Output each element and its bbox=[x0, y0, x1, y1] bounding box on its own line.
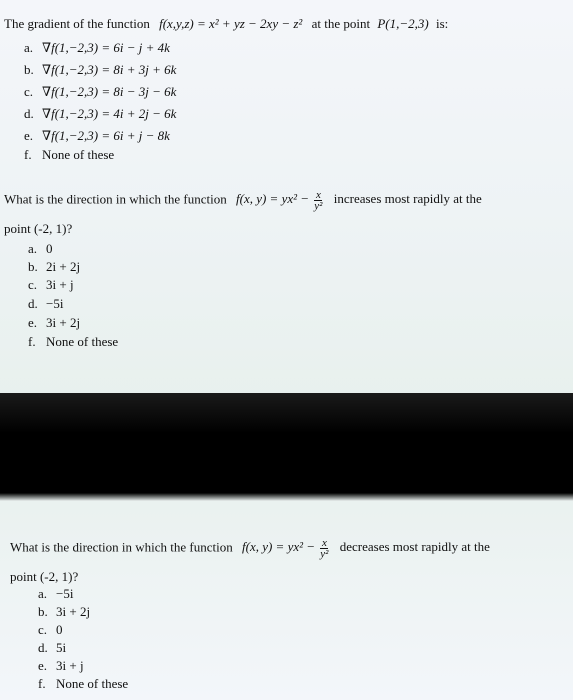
question-3-stem-line2: point (-2, 1)? bbox=[10, 569, 79, 584]
option-text: −5i bbox=[56, 586, 74, 601]
question-2-stem-line2: point (-2, 1)? bbox=[4, 221, 73, 236]
option-text: ∇f(1,−2,3) = 6i + j − 8k bbox=[42, 128, 170, 143]
option-label: c. bbox=[28, 277, 38, 292]
option-text: 0 bbox=[46, 241, 53, 256]
option-text: −5i bbox=[46, 296, 64, 311]
fraction-numerator: x bbox=[321, 537, 327, 549]
fraction-denominator: y² bbox=[314, 200, 323, 212]
option-label: b. bbox=[38, 604, 48, 619]
fraction-numerator: x bbox=[315, 189, 321, 201]
option-e[interactable] bbox=[38, 658, 84, 674]
option-text: ∇f(1,−2,3) = 6i − j + 4k bbox=[42, 40, 170, 55]
function-expression: f(x, y) = yx² − bbox=[242, 539, 316, 555]
option-text: ∇f(1,−2,3) = 8i − 3j − 6k bbox=[42, 84, 177, 99]
option-label: e. bbox=[38, 658, 48, 673]
option-e[interactable] bbox=[24, 128, 170, 144]
option-d[interactable] bbox=[28, 296, 63, 312]
option-c[interactable] bbox=[38, 622, 63, 638]
point-label: P(1,−2,3) bbox=[377, 16, 429, 31]
option-label: a. bbox=[24, 40, 34, 55]
option-b[interactable] bbox=[24, 62, 176, 78]
option-a[interactable] bbox=[38, 586, 73, 602]
option-label: e. bbox=[24, 128, 34, 143]
option-c[interactable] bbox=[24, 84, 176, 100]
stem-suffix: decreases most rapidly at the bbox=[339, 539, 490, 555]
option-f[interactable] bbox=[28, 334, 118, 350]
option-text: 0 bbox=[56, 622, 63, 637]
option-text: 2i + 2j bbox=[46, 259, 81, 274]
stem-suffix: increases most rapidly at the bbox=[333, 191, 482, 207]
option-label: a. bbox=[28, 241, 38, 256]
fraction-denominator: y² bbox=[320, 548, 329, 560]
option-d[interactable] bbox=[38, 640, 66, 656]
question-3-stem bbox=[10, 538, 490, 559]
option-text: None of these bbox=[42, 147, 115, 162]
option-text: ∇f(1,−2,3) = 4i + 2j − 6k bbox=[42, 106, 177, 121]
stem-mid: at the point bbox=[311, 16, 371, 31]
stem-suffix: is: bbox=[435, 16, 449, 31]
option-a[interactable] bbox=[24, 40, 170, 56]
stem-prefix: The gradient of the function bbox=[4, 16, 150, 31]
option-c[interactable] bbox=[28, 277, 74, 293]
stem-prefix: What is the direction in which the function bbox=[4, 191, 227, 207]
option-label: b. bbox=[28, 259, 38, 274]
option-label: f. bbox=[28, 334, 36, 349]
option-b[interactable] bbox=[38, 604, 90, 620]
option-label: c. bbox=[38, 622, 48, 637]
option-text: 3i + j bbox=[56, 658, 84, 673]
option-text: ∇f(1,−2,3) = 8i + 3j + 6k bbox=[42, 62, 177, 77]
option-label: f. bbox=[24, 147, 32, 162]
option-f[interactable] bbox=[24, 147, 114, 163]
option-text: None of these bbox=[46, 334, 119, 349]
function-expression: f(x, y) = yx² − bbox=[236, 191, 310, 207]
option-label: f. bbox=[38, 676, 46, 691]
option-f[interactable] bbox=[38, 676, 128, 692]
option-a[interactable] bbox=[28, 241, 53, 257]
fraction bbox=[314, 190, 322, 211]
option-label: e. bbox=[28, 315, 38, 330]
stem-prefix: What is the direction in which the function bbox=[10, 539, 233, 555]
option-label: d. bbox=[24, 106, 34, 121]
option-text: 3i + 2j bbox=[56, 604, 91, 619]
fraction bbox=[320, 538, 328, 559]
option-label: b. bbox=[24, 62, 34, 77]
option-d[interactable] bbox=[24, 106, 176, 122]
option-text: 3i + j bbox=[46, 277, 74, 292]
option-text: None of these bbox=[56, 676, 129, 691]
option-label: d. bbox=[28, 296, 38, 311]
option-text: 3i + 2j bbox=[46, 315, 81, 330]
option-label: c. bbox=[24, 84, 34, 99]
band-fade bbox=[0, 493, 573, 501]
option-text: 5i bbox=[56, 640, 67, 655]
option-e[interactable] bbox=[28, 315, 80, 331]
black-separator-band bbox=[0, 393, 573, 493]
question-2-stem bbox=[4, 190, 482, 211]
question-1-stem bbox=[4, 16, 448, 32]
option-label: a. bbox=[38, 586, 48, 601]
function-expression: f(x,y,z) = x² + yz − 2xy − z² bbox=[159, 16, 303, 31]
option-label: d. bbox=[38, 640, 48, 655]
option-b[interactable] bbox=[28, 259, 80, 275]
